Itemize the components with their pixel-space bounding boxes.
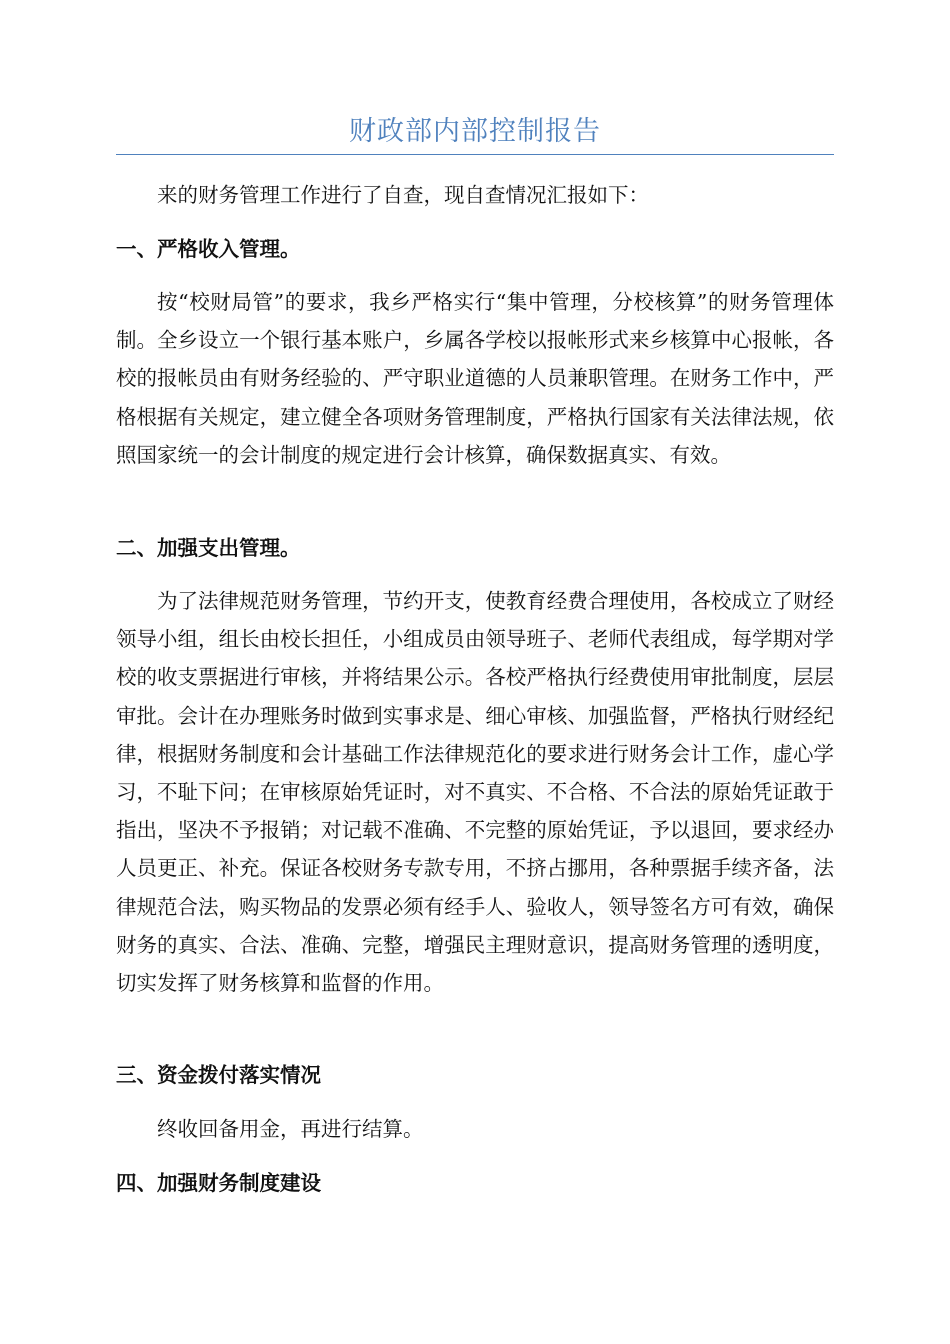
section-body-income: 按“校财局管”的要求，我乡严格实行“集中管理，分校核算”的财务管理体制。全乡设立一个银行基本账户，乡属各学校以报帐形式来乡核算中心报帐，各校的报帐员由有财务经验的、严守职业道德的人员兼职管理。在财务工作中，严格根据有关规定，建立健全各项财务管理制度，严格执行国家有关法律法规，依照国家统一的会计制度的规定进行会计核算，确保数据真实、有效。: [116, 290, 834, 467]
section-body-funding: 终收回备用金，再进行结算。: [157, 1117, 424, 1141]
intro-paragraph: 来的财务管理工作进行了自查，现自查情况汇报如下：: [157, 183, 649, 207]
title-underline: [116, 154, 834, 155]
section-body-expenditure: 为了法律规范财务管理，节约开支，使教育经费合理使用，各校成立了财经领导小组，组长由校长担任，小组成员由领导班子、老师代表组成，每学期对学校的收支票据进行审核，并将结果公示。各校严格执行经费使用审批制度，层层审批。会计在办理账务时做到实事求是、细心审核、加强监督，严格执行财经纪律，根据财务制度和会计基础工作法律规范化的要求进行财务会计工作，虚心学习，不耻下问；在审核原始凭证时，对不真实、不合格、不合法的原始凭证敢于指出，坚决不予报销；对记载不准确、不完整的原始凭证，予以退回，要求经办人员更正、补充。保证各校财务专款专用，不挤占挪用，各种票据手续齐备，法律规范合法，购买物品的发票必须有经手人、验收人，领导签名方可有效，确保财务的真实、合法、准确、完整，增强民主理财意识，提高财务管理的透明度，切实发挥了财务核算和监督的作用。: [116, 589, 834, 996]
section-heading-income: 一、严格收入管理。: [116, 237, 301, 261]
section-heading-system: 四、加强财务制度建设: [116, 1171, 321, 1195]
section-heading-funding: 三、资金拨付落实情况: [116, 1063, 321, 1087]
section-heading-expenditure: 二、加强支出管理。: [116, 536, 301, 560]
page-title: 财政部内部控制报告: [349, 116, 601, 147]
